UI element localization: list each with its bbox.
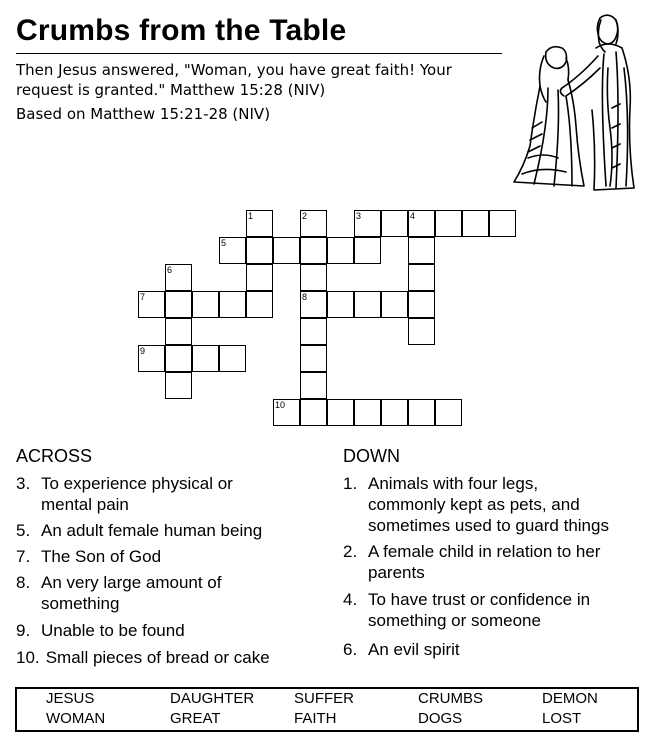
- clue-number: 9.: [16, 621, 31, 640]
- clue-text: A female child in relation to her parents: [368, 542, 601, 582]
- across-clue: [16, 620, 316, 641]
- crossword-clue-number: 8: [302, 292, 308, 302]
- crossword-clue-number: 10: [275, 400, 286, 410]
- crossword-clue-number: 5: [221, 238, 227, 248]
- crossword-cell[interactable]: [381, 210, 408, 237]
- crossword-cell[interactable]: [300, 264, 327, 291]
- crossword-clue-number: 7: [140, 292, 146, 302]
- crossword-cell[interactable]: [327, 399, 354, 426]
- crossword-cell[interactable]: [246, 237, 273, 264]
- clue-number: 2.: [343, 542, 358, 561]
- across-clue: [16, 572, 316, 614]
- jesus-and-woman-illustration: [508, 8, 638, 194]
- crossword-cell[interactable]: [408, 237, 435, 264]
- clue-number: 7.: [16, 547, 31, 566]
- clue-text: Unable to be found: [41, 621, 185, 640]
- clue-text: The Son of God: [41, 547, 162, 566]
- clue-number: 10.: [16, 648, 40, 667]
- clue-number: 8.: [16, 573, 31, 592]
- crossword-cell[interactable]: [489, 210, 516, 237]
- crossword-cell[interactable]: [408, 291, 435, 318]
- across-heading: ACROSS: [16, 446, 93, 466]
- word-bank-item: WOMAN: [46, 710, 106, 727]
- crossword-cell[interactable]: [192, 345, 219, 372]
- crossword-cell[interactable]: [327, 237, 354, 264]
- crossword-cell[interactable]: [300, 237, 327, 264]
- crossword-clue-number: 3: [356, 211, 362, 221]
- crossword-clue-number: 9: [140, 346, 146, 356]
- crossword-cell[interactable]: [219, 345, 246, 372]
- clue-text: To have trust or confidence in something or someone: [368, 590, 591, 630]
- crossword-cell[interactable]: [219, 291, 246, 318]
- crossword-cell[interactable]: [354, 399, 381, 426]
- clue-number: 3.: [16, 474, 31, 493]
- title-rule: [16, 53, 502, 54]
- crossword-cell[interactable]: [381, 399, 408, 426]
- crossword-cell[interactable]: [408, 318, 435, 345]
- across-clue: [16, 520, 316, 541]
- word-bank-item: GREAT: [170, 710, 221, 727]
- crossword-cell[interactable]: [381, 291, 408, 318]
- scripture-quote: Then Jesus answered, "Woman, you have great faith! Your request is granted." Matthew 15:28 (NIV): [16, 61, 452, 99]
- crossword-cell[interactable]: [246, 291, 273, 318]
- across-clue: [16, 546, 316, 567]
- crossword-cell[interactable]: [354, 237, 381, 264]
- crossword-cell[interactable]: [246, 264, 273, 291]
- scripture-source: Based on Matthew 15:21-28 (NIV): [16, 105, 271, 123]
- word-bank-item: CRUMBS: [418, 690, 484, 707]
- word-bank-item: DAUGHTER: [170, 690, 255, 707]
- crossword-clue-number: 1: [248, 211, 254, 221]
- down-clue: [343, 541, 643, 583]
- word-bank-item: FAITH: [294, 710, 337, 727]
- crossword-cell[interactable]: [300, 318, 327, 345]
- word-bank-item: JESUS: [46, 690, 95, 707]
- word-bank: [15, 687, 639, 732]
- clue-text: Small pieces of bread or cake: [41, 648, 270, 667]
- crossword-cell[interactable]: [327, 291, 354, 318]
- down-clue: [343, 589, 643, 631]
- crossword-cell[interactable]: [435, 399, 462, 426]
- clue-text: An evil spirit: [368, 640, 460, 659]
- down-clue: [343, 473, 643, 536]
- clue-text: Animals with four legs, commonly kept as pets, and sometimes used to guard things: [368, 474, 609, 535]
- crossword-cell[interactable]: [300, 345, 327, 372]
- crossword-clue-number: 2: [302, 211, 308, 221]
- down-heading: DOWN: [343, 446, 400, 466]
- word-bank-item: DOGS: [418, 710, 463, 727]
- crossword-cell[interactable]: [165, 318, 192, 345]
- crossword-clue-number: 4: [410, 211, 416, 221]
- across-clue: [16, 473, 316, 515]
- word-bank-item: SUFFER: [294, 690, 354, 707]
- clue-number: 6.: [343, 640, 358, 659]
- crossword-cell[interactable]: [273, 237, 300, 264]
- word-bank-item: DEMON: [542, 690, 598, 707]
- crossword-cell[interactable]: [165, 345, 192, 372]
- crossword-cell[interactable]: [462, 210, 489, 237]
- word-bank-item: LOST: [542, 710, 582, 727]
- clue-text: An very large amount of something: [41, 573, 222, 613]
- crossword-cell[interactable]: [165, 372, 192, 399]
- crossword-cell[interactable]: [408, 264, 435, 291]
- clue-number: 4.: [343, 590, 358, 609]
- crossword-cell[interactable]: [435, 210, 462, 237]
- crossword-cell[interactable]: [300, 372, 327, 399]
- clue-number: 5.: [16, 521, 31, 540]
- down-clue: [343, 639, 643, 660]
- crossword-cell[interactable]: [192, 291, 219, 318]
- across-clue: [16, 647, 316, 668]
- crossword-cell[interactable]: [165, 291, 192, 318]
- crossword-cell[interactable]: [408, 399, 435, 426]
- crossword-clue-number: 6: [167, 265, 173, 275]
- crossword-cell[interactable]: [354, 291, 381, 318]
- clue-text: An adult female human being: [41, 521, 263, 540]
- page-title: Crumbs from the Table: [16, 14, 347, 47]
- clue-number: 1.: [343, 474, 358, 493]
- crossword-cell[interactable]: [300, 399, 327, 426]
- clue-text: To experience physical or mental pain: [41, 474, 233, 514]
